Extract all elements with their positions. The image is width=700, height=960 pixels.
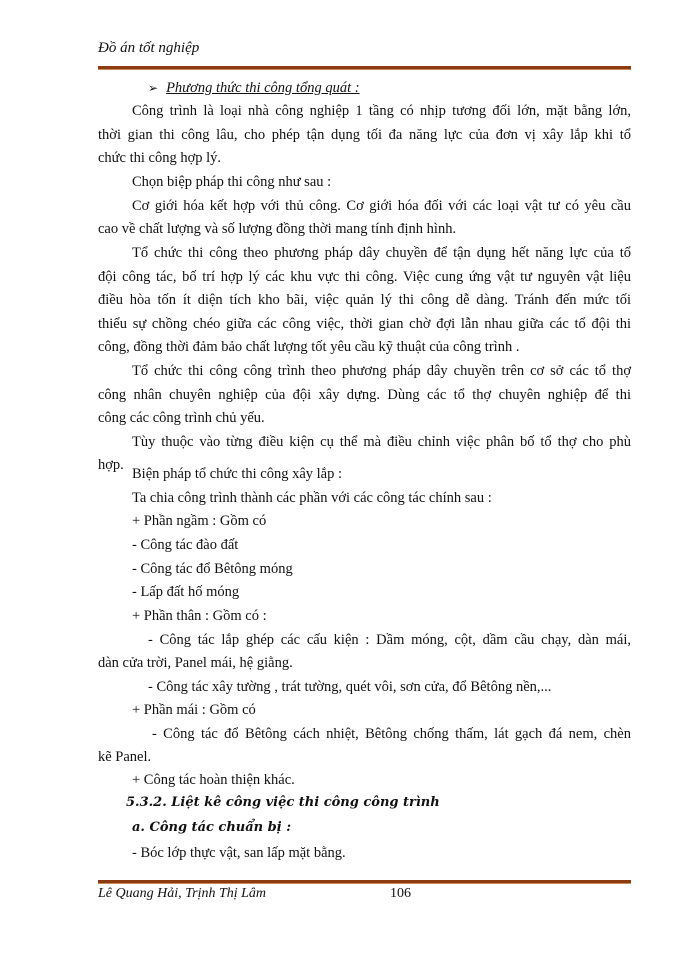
text-line: dàn cửa trời, Panel mái, hệ giằng. [98,655,293,671]
text-line: + Công tác hoàn thiện khác. [132,772,295,788]
header-rule [98,66,631,70]
text-line: thời gian thi công lâu, cho phép tận dụng tối đa năng lực của đơn vị xây lắp khi tổ [98,127,631,143]
text-line: Cơ giới hóa kết hợp với thủ công. Cơ giới hóa đối với các loại vật tư có yêu cầu [132,198,631,214]
text-line: kẽ Panel. [98,749,152,765]
text-line: Chọn biệp pháp thi công như sau : [132,174,332,190]
text-line: Công trình là loại nhà công nghiệp 1 tầng có nhịp tương đối lớn, mặt bằng lớn, [132,103,631,119]
text-line: Tùy thuộc vào từng điều kiện cụ thể mà điều chỉnh việc phân bố tổ thợ cho phù [132,434,631,450]
footer-authors: Lê Quang Hải, Trịnh Thị Lâm [98,886,267,901]
footer-rule [98,880,631,884]
subsection-item: - Bóc lớp thực vật, san lấp mặt bằng. [132,845,346,861]
text-line: - Công tác đổ Bêtông móng [132,561,293,577]
text-line: + Phần thân : Gồm có : [132,608,267,624]
text-line: điều hòa tốn ít diện tích kho bãi, việc quản lý thi công dễ dàng. Tránh đến mức tối [98,292,631,308]
text-line: - Công tác đào đất [132,537,239,553]
text-line: - Công tác xây tường , trát tường, quét vôi, sơn cửa, đổ Bêtông nền,... [148,679,552,695]
text-line: - Lấp đất hố móng [132,584,240,600]
text-line: công, đồng thời đảm bảo chất lượng tốt yêu cầu kỹ thuật của công trình . [98,339,520,355]
text-line: công các công trình chủ yếu. [98,410,265,426]
text-line: - Công tác đổ Bêtông cách nhiệt, Bêtông chống thấm, lát gạch đá nem, chèn [152,726,631,742]
arrow-bullet-icon: ➢ [148,81,159,95]
running-header: Đồ án tốt nghiệp [98,40,200,56]
section-heading [148,80,360,97]
text-line: công nhân chuyên nghiệp của đội xây dựng. Dùng các tổ thợ chuyên nghiệp để thi [98,387,631,403]
text-line: Biện pháp tổ chức thi công xây lắp : [132,466,343,482]
text-line: đội công tác, bố trí hợp lý các khu vực thi công. Việc cung ứng vật tư nguyên vật liệu [98,269,631,285]
text-line: chức thi công hợp lý. [98,150,222,166]
text-line: Ta chia công trình thành các phần với các công tác chính sau : [132,490,492,506]
text-line: thiểu sự chồng chéo giữa các công việc, thời gian chờ đợi lẫn nhau giữa các tổ đội thi [98,316,631,332]
heading-text: Phương thức thi công tổng quát : [166,80,360,96]
text-line: cao về chất lượng và số lượng đồng thời mang tính định hình. [98,221,457,237]
text-line: + Phần mái : Gồm có [132,702,256,718]
subsection-sub: a. Công tác chuẩn bị : [132,820,292,835]
page-number: 106 [390,886,411,901]
text-line: Tổ chức thi công công trình theo phương pháp dây chuyền trên cơ sở các tổ thợ [132,363,631,379]
text-line: - Công tác lắp ghép các cấu kiện : Dầm móng, cột, dầm cầu chạy, dàn mái, [148,632,631,648]
text-line: + Phần ngầm : Gồm có [132,513,267,529]
text-line: Tổ chức thi công theo phương pháp dây chuyền để tận dụng hết năng lực của tổ [132,245,631,261]
subsection-title: 5.3.2. Liệt kê công việc thi công công trình [126,795,440,810]
text-line: hợp. [98,457,124,473]
